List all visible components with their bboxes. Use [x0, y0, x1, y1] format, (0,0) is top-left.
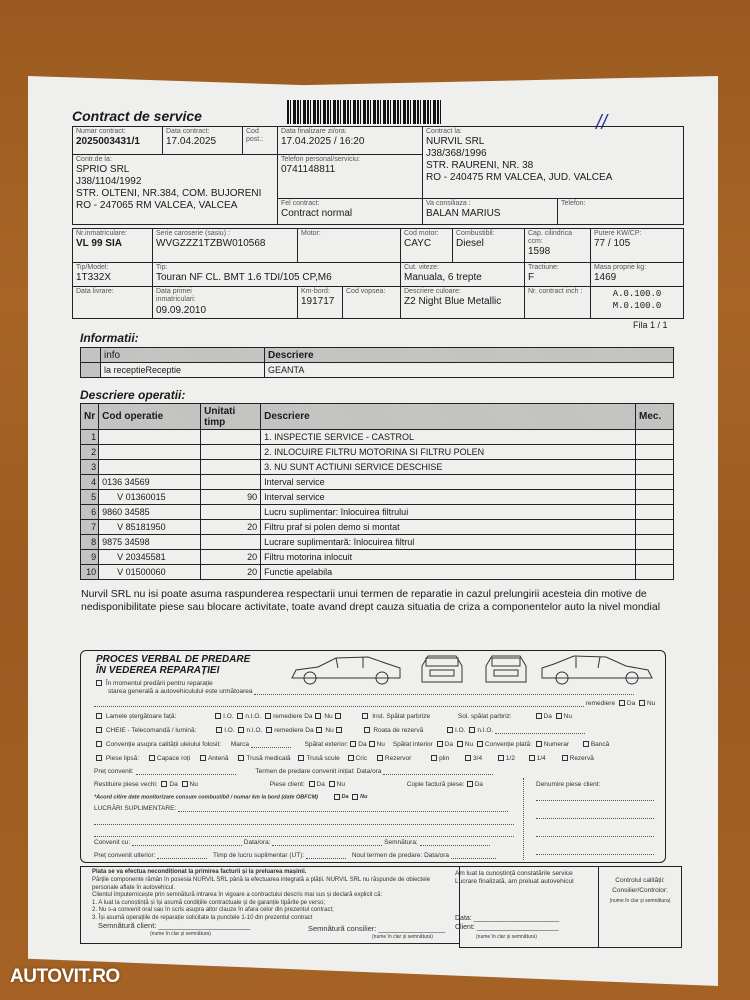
table-row: [81, 505, 674, 520]
cod-operatie: 9875 34598: [99, 535, 201, 550]
mecanic: [636, 535, 674, 550]
table-row: [81, 475, 674, 490]
unitati-timp: 20: [201, 520, 261, 535]
unitati-timp: 90: [201, 490, 261, 505]
cod-operatie: V 01360015: [99, 490, 201, 505]
row-number: 5: [81, 490, 99, 505]
table-row: [81, 550, 674, 565]
mecanic: [636, 490, 674, 505]
contr-de-la-cell: Contr.de la: SPRIO SRL J38/1104/1992 STR. OLTENI, NR.384, COM. BUJORENI RO - 247065 RM VALCEA, VALCEA: [73, 155, 278, 225]
descriere: Functie apelabila: [261, 565, 636, 580]
row-number: 8: [81, 535, 99, 550]
vin: WVGZZZ1TZBW010568: [156, 238, 266, 249]
informatii-table: info Descriere la receptieReceptie GEANTA: [80, 347, 674, 378]
mecanic: [636, 565, 674, 580]
cod-operatie: [99, 445, 201, 460]
data-finalizare: 17.04.2025 / 16:20: [281, 136, 365, 147]
operatii-table: Nr Cod operatie Unitati timp Descriere Mec. 1 1. INSPECTIE SERVICE - CASTROL 2 2. INLOCUIRE FILTRU MOTORINA SI FILTRU POLEN 3 3. NU SUNT ACTIUNI SERVICE DESCHISE 4 0136 34569 Interval service 5 V 01360015 90 Interval service 6 9860 34585 Lucru suplimentar: înlocuirea filtrului 7 V 85181950 20 Filtru praf si polen demo si montat 8 9875 34598 Lucrare suplimentară: înlocuirea filtrul 9 V 20345581 20 Filtru motorina inlocuit 10 V 01500060 20 Functie apelabila: [80, 403, 674, 580]
operatii-title: Descriere operatii:: [80, 388, 186, 402]
unitati-timp: [201, 460, 261, 475]
table-row: [81, 535, 674, 550]
contract-header-table: Numar contract: 2025003431/1 Data contract: 17.04.2025 Cod post.: Data finalizare zi/ora: 17.04.2025 / 16:20 Contract la: NURVIL SRL J38/368/1996 STR. RAURENI, NR. 38 RO - 240475 RM VALCEA, JUD. VALCEA Contr.de la: SPRIO SRL J38/1104/1992 STR. OLTENI, NR.384, COM. BUJORENI RO - 247065 RM VALCEA, VALCEA Telefon personal/serviciu: 0741148811 Fel contract: Contract normal Va consiliaza : BALAN MARIUS Telefon:: [72, 126, 684, 225]
row-number: 2: [81, 445, 99, 460]
barcode: [287, 100, 441, 124]
row-number: 6: [81, 505, 99, 520]
informatii-title: Informatii:: [80, 331, 139, 345]
car-side-left-icon: [292, 657, 400, 684]
mecanic: [636, 460, 674, 475]
table-row: [81, 520, 674, 535]
table-row: [81, 460, 674, 475]
conventie-ulei-row: Convenție asupra calității uleiului folosit: Marca Spălat exterior: Da Nu Spălat interior Da Nu Convenție plată: Numerar Bancă: [94, 741, 609, 748]
contract-la-cell: Contract la: NURVIL SRL J38/368/1996 STR. RAURENI, NR. 38 RO - 240475 RM VALCEA, JUD. VALCEA: [423, 127, 684, 199]
descriere: Filtru praf si polen demo si montat: [261, 520, 636, 535]
unitati-timp: [201, 505, 261, 520]
row-number: 9: [81, 550, 99, 565]
mecanic: [636, 430, 674, 445]
row-number: 10: [81, 565, 99, 580]
unitati-timp: 20: [201, 565, 261, 580]
car-rear-icon: [486, 656, 526, 682]
piese-lipsa-row: Piese lipsă: Capace roți Antenă Trusă medicală Trusă scule Cric Rezervor plin 3/4 1/2 1/4 Rezervă: [94, 755, 594, 762]
unitati-timp: 20: [201, 550, 261, 565]
cod-operatie: 0136 34569: [99, 475, 201, 490]
disclaimer-notice: Nurvil SRL nu isi poate asuma raspunderea respectarii unui termen de reparatie in cazul prelungirii acesteia din motive de nedisponibilitate piese sau blocare activitate, toate avand drept cauza situatia de criza a componentelor auto la nivel mondial: [81, 588, 661, 613]
cod-operatie: 9860 34585: [99, 505, 201, 520]
descriere: Interval service: [261, 475, 636, 490]
descriere: 2. INLOCUIRE FILTRU MOTORINA SI FILTRU POLEN: [261, 445, 636, 460]
mecanic: [636, 505, 674, 520]
fel-contract: Contract normal: [281, 208, 353, 219]
vehicle-table: Nr.inmatriculare: VL 99 SIA Serie caroserie (sasiu) : WVGZZZ1TZBW010568 Motor: Cod motor: CAYC Combustibil: Diesel Cap. cilindrica ccm: 1598 Putere KW/CP: 77 / 105 Tip/Model: 1T332X Tip: Touran NF CL. BMT 1.6 TDI/105 CP,M6 Cut. viteze: Manuala, 6 trepte Tractiune: F Masa proprie kg: 1469 Data livrare: Data primei inmatriculari: 09.09.2010 Km-bord: 191717 Cod vopsea: Descriere culoare: Z2 Night Blue Metallic Nr. contract inch : A.0.100.0 M.0.100.0: [72, 228, 684, 319]
data-contract: 17.04.2025: [166, 136, 217, 147]
descriere: 3. NU SUNT ACTIUNI SERVICE DESCHISE: [261, 460, 636, 475]
table-row: la receptieReceptie GEANTA: [81, 363, 674, 378]
row-number: 1: [81, 430, 99, 445]
telefon: 0741148811: [281, 164, 336, 175]
proces-verbal-title: PROCES VERBAL DE PREDARE ÎN VEDEREA REPARAȚIEI: [96, 654, 251, 676]
mecanic: [636, 445, 674, 460]
cod-operatie: V 20345581: [99, 550, 201, 565]
unitati-timp: [201, 445, 261, 460]
page-indicator: Fila 1 / 1: [633, 320, 668, 330]
cod-operatie: V 01500060: [99, 565, 201, 580]
numar-contract-cell: Numar contract: 2025003431/1: [73, 127, 163, 155]
descriere: Lucrare suplimentară: înlocuirea filtrul: [261, 535, 636, 550]
numar-contract: 2025003431/1: [76, 136, 140, 147]
document-title: Contract de service: [72, 108, 202, 124]
mecanic: [636, 475, 674, 490]
consilier: BALAN MARIUS: [426, 208, 501, 219]
handwritten-mark: //: [596, 112, 608, 134]
cheie-row: CHEIE - Telecomandă / lumină: I.O. n.I.O. remediere Da Nu Roata de rezervă I.O. n.I.O.: [94, 727, 585, 734]
table-row: [81, 445, 674, 460]
lamele-row: Lamele ștergătoare față: I.O. n.I.O. remediere Da Nu Inst. Spălat parbrize Sol. spălat parbriz: Da Nu: [94, 713, 572, 720]
descriere: 1. INSPECTIE SERVICE - CASTROL: [261, 430, 636, 445]
mecanic: [636, 520, 674, 535]
cod-operatie: V 85181950: [99, 520, 201, 535]
nr-inmatriculare: VL 99 SIA: [76, 238, 122, 249]
cod-operatie: [99, 430, 201, 445]
unitati-timp: [201, 535, 261, 550]
table-row: [81, 490, 674, 505]
stare-generala-checkbox[interactable]: [96, 680, 102, 686]
row-number: 3: [81, 460, 99, 475]
car-front-icon: [422, 656, 462, 682]
descriere: Interval service: [261, 490, 636, 505]
table-row: [81, 430, 674, 445]
mecanic: [636, 550, 674, 565]
denumire-piese-lines: [536, 795, 654, 855]
row-number: 4: [81, 475, 99, 490]
car-diagrams: [288, 648, 658, 690]
car-side-right-icon: [542, 656, 652, 684]
km-bord: 191717: [301, 296, 335, 307]
unitati-timp: [201, 475, 261, 490]
autovit-watermark: AUTOVIT.RO: [10, 966, 120, 987]
descriere: Filtru motorina inlocuit: [261, 550, 636, 565]
unitati-timp: [201, 430, 261, 445]
row-number: 7: [81, 520, 99, 535]
descriere: Lucru suplimentar: înlocuirea filtrului: [261, 505, 636, 520]
cod-operatie: [99, 460, 201, 475]
table-row: [81, 565, 674, 580]
